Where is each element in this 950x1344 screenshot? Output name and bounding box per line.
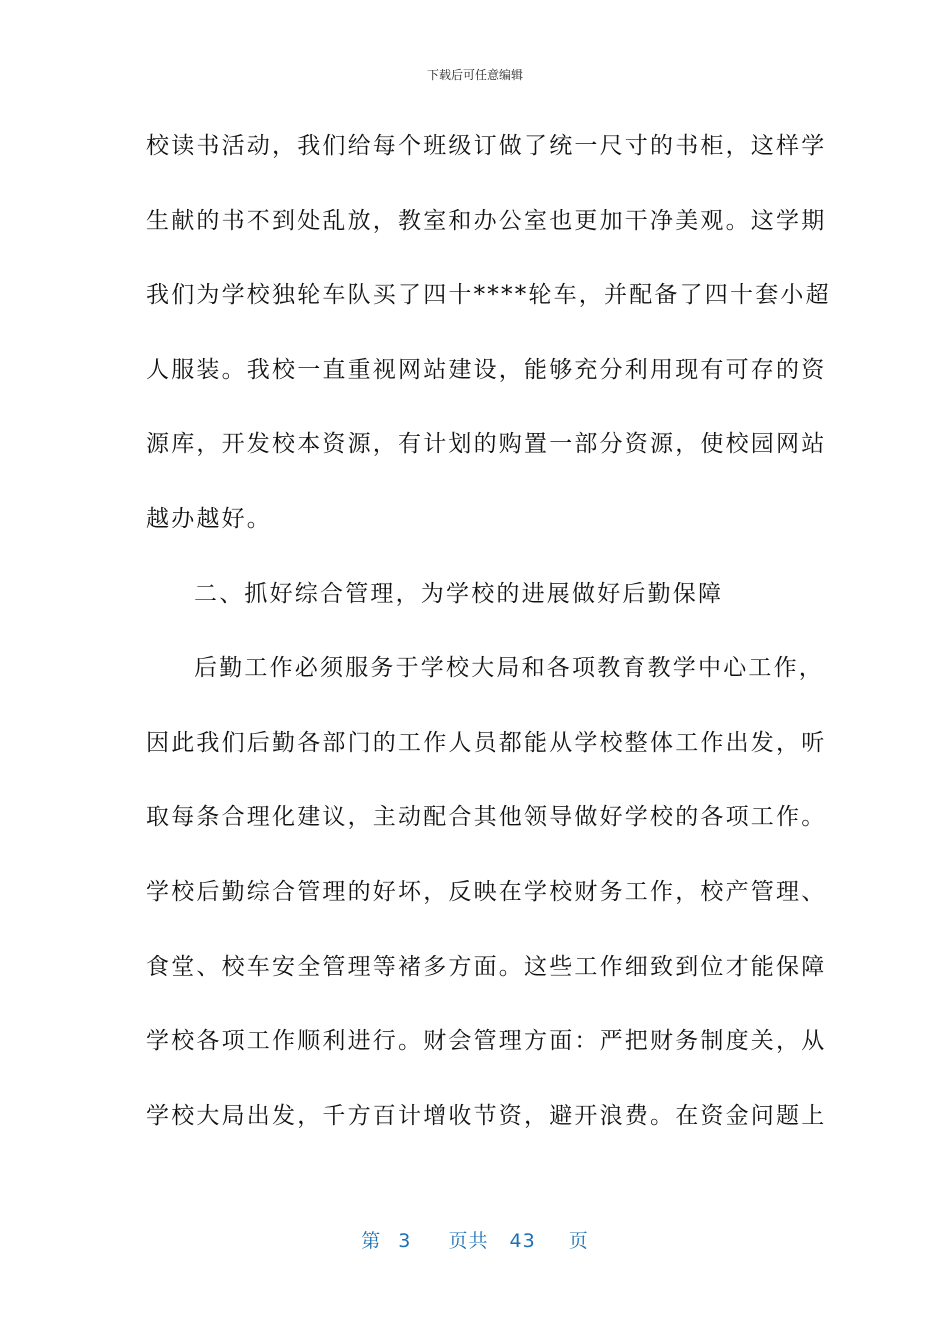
header-note: 下载后可任意编辑 [426,68,523,82]
body-line: 校读书活动，我们给每个班级订做了统一尺寸的书柜，这样学 [146,133,827,159]
body-line: 取每条合理化建议，主动配合其他领导做好学校的各项工作。 [146,804,827,831]
body-line: 生献的书不到处乱放，教室和办公室也更加干净美观。这学期 [146,207,827,234]
page-label-suffix: 页 [568,1230,589,1252]
total-pages-number: 43 [509,1230,536,1252]
page-label-middle: 页共 [448,1230,489,1252]
body-line: 人服装。我校一直重视网站建设，能够充分利用现有可存的资 [146,356,827,383]
body-line: 学校大局出发，千方百计增收节资，避开浪费。在资金问题上 [146,1102,827,1129]
document-body [146,120,831,1164]
body-line: 越办越好。 [146,505,272,532]
body-line: 学校各项工作顺利进行。财会管理方面：严把财务制度关，从 [146,1028,827,1055]
body-line: 后勤工作必须服务于学校大局和各项教育教学中心工作， [194,655,824,682]
current-page-number: 3 [398,1230,412,1252]
body-line: 我们为学校独轮车队买了四十****轮车，并配备了四十套小超 [146,282,831,309]
body-line: 学校后勤综合管理的好坏，反映在学校财务工作，校产管理、 [146,878,827,905]
body-line: 食堂、校车安全管理等褚多方面。这些工作细致到位才能保障 [146,953,827,980]
body-line: 因此我们后勤各部门的工作人员都能从学校整体工作出发，听 [146,729,827,756]
section-heading: 二、抓好综合管理，为学校的进展做好后勤保障 [194,580,724,607]
page-label-prefix: 第 [361,1230,382,1252]
page-footer [0,1226,950,1253]
body-line: 源库，开发校本资源，有计划的购置一部分资源，使校园网站 [146,431,827,458]
